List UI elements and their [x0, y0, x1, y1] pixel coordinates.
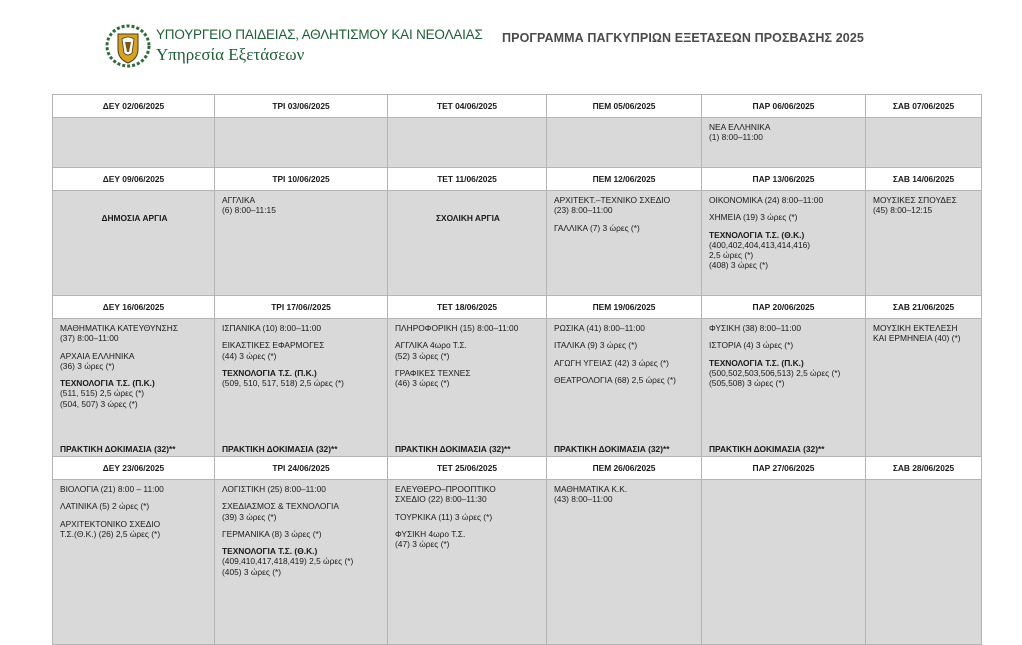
exam-entry-line: (36) 3 ώρες (*) — [60, 360, 115, 371]
exam-day-cell — [53, 118, 215, 168]
exam-entry-line: ΣΧΕΔΙΟ (22) 8:00–11:30 — [395, 494, 487, 505]
exam-entry-line: ΤΕΧΝΟΛΟΓΙΑ Τ.Σ. (Π.Κ.) — [60, 378, 155, 389]
exam-entry — [709, 340, 860, 350]
exam-entry-line: ΡΩΣΙΚΑ (41) 8:00–11:00 — [554, 323, 645, 333]
exam-entry — [709, 195, 860, 205]
exam-entry-line: (400,402,404,413,414,416) — [709, 239, 811, 250]
exam-entry — [222, 195, 382, 216]
day-header: ΣΑΒ 28/06/2025 — [866, 457, 982, 480]
day-header: ΠΕΜ 12/06/2025 — [547, 168, 702, 191]
day-header: ΤΕΤ 25/06/2025 — [388, 457, 547, 480]
exam-entry — [709, 122, 860, 143]
exam-day-cell — [866, 319, 982, 457]
exam-entry — [554, 340, 696, 350]
exam-entry-line: (6) 8:00–11:15 — [222, 205, 276, 216]
exam-day-cell — [53, 191, 215, 296]
exam-entry-line: ΤΕΧΝΟΛΟΓΙΑ Τ.Σ. (Π.Κ.) — [709, 357, 804, 368]
day-header: ΤΡΙ 24/06/2025 — [215, 457, 388, 480]
exam-entry-line: (52) 3 ώρες (*) — [395, 350, 450, 361]
exam-entry — [395, 368, 541, 389]
exam-entry-line: (504, 507) 3 ώρες (*) — [60, 398, 138, 409]
document-title: ΠΡΟΓΡΑΜΜΑ ΠΑΓΚΥΠΡΙΩΝ ΕΞΕΤΑΣΕΩΝ ΠΡΟΣΒΑΣΗΣ 2025 — [502, 31, 864, 45]
exam-entry-line: ΑΓΓΛΙΚΑ 4ωρο Τ.Σ. — [395, 340, 467, 351]
practical-exam-note: ΠΡΑΚΤΙΚΗ ΔΟΚΙΜΑΣΙΑ (32)** — [222, 443, 338, 454]
week-day-header-row — [53, 296, 982, 319]
exam-entry-line: ΤΟΥΡΚΙΚΑ (11) 3 ώρες (*) — [395, 511, 493, 522]
day-header: ΔΕΥ 23/06/2025 — [53, 457, 215, 480]
exam-day-cell — [53, 480, 215, 645]
exam-day-cell — [388, 319, 547, 457]
exam-entry-line: ΑΡΧΙΤΕΚΤΟΝΙΚΟ ΣΧΕΔΙΟ — [60, 518, 161, 529]
exam-day-cell — [866, 480, 982, 645]
exam-entry-line: ΟΙΚΟΝΟΜΙΚΑ (24) 8:00–11:00 — [709, 195, 824, 205]
exam-day-cell — [547, 118, 702, 168]
week-exams-row — [53, 319, 982, 457]
exam-entry-line: (405) 3 ώρες (*) — [222, 566, 282, 577]
exam-entry — [222, 529, 382, 539]
day-header: ΠΑΡ 06/06/2025 — [702, 95, 866, 118]
exam-entry-line: ΣΧΕΔΙΑΣΜΟΣ & ΤΕΧΝΟΛΟΓΙΑ — [222, 501, 339, 512]
day-header: ΠΕΜ 26/06/2025 — [547, 457, 702, 480]
exam-day-cell — [388, 191, 547, 296]
practical-exam-note: ΠΡΑΚΤΙΚΗ ΔΟΚΙΜΑΣΙΑ (32)** — [554, 443, 670, 454]
exam-entry-line: (408) 3 ώρες (*) — [709, 260, 769, 271]
practical-exam-note: ΠΡΑΚΤΙΚΗ ΔΟΚΙΜΑΣΙΑ (32)** — [395, 443, 511, 454]
exam-entry-line: ΝΕΑ ΕΛΛΗΝΙΚΑ — [709, 122, 771, 132]
exam-entry-line: (500,502,503,506,513) 2,5 ώρες (*) — [709, 367, 841, 378]
exam-entry-line: (44) 3 ώρες (*) — [222, 350, 277, 361]
exam-entry — [554, 484, 696, 505]
exam-entry — [554, 375, 696, 385]
practical-exam-note: ΠΡΑΚΤΙΚΗ ΔΟΚΙΜΑΣΙΑ (32)** — [60, 443, 176, 454]
exam-entry-line: ΛΑΤΙΝΙΚΑ (5) 2 ώρες (*) — [60, 501, 150, 512]
exam-entry — [709, 358, 860, 389]
exam-entry-line: ΜΑΘΗΜΑΤΙΚΑ ΚΑΤΕΥΘΥΝΣΗΣ — [60, 323, 179, 333]
exam-entry — [60, 351, 209, 372]
exam-entry-line: ΜΑΘΗΜΑΤΙΚΑ Κ.Κ. — [554, 484, 628, 494]
exam-entry — [554, 223, 696, 233]
day-header: ΠΕΜ 05/06/2025 — [547, 95, 702, 118]
exam-entry-line: (47) 3 ώρες (*) — [395, 539, 450, 550]
exam-entry-line: ΛΟΓΙΣΤΙΚΗ (25) 8:00–11:00 — [222, 484, 326, 494]
ministry-name: ΥΠΟΥΡΓΕΙΟ ΠΑΙΔΕΙΑΣ, ΑΘΛΗΤΙΣΜΟΥ ΚΑΙ ΝΕΟΛΑΙΑΣ — [156, 27, 483, 42]
exam-entry-line: (509, 510, 517, 518) 2,5 ώρες (*) — [222, 378, 344, 389]
exam-entry-line: ΚΑΙ ΕΡΜΗΝΕΙΑ (40) (*) — [873, 333, 961, 344]
day-header: ΤΕΤ 18/06/2025 — [388, 296, 547, 319]
exam-entry — [60, 501, 209, 511]
cyprus-emblem-icon — [104, 23, 152, 69]
exam-entry — [709, 323, 860, 333]
exam-day-cell — [702, 319, 866, 457]
day-header: ΠΑΡ 13/06/2025 — [702, 168, 866, 191]
exam-entry-line: ΑΓΩΓΗ ΥΓΕΙΑΣ (42) 3 ώρες (*) — [554, 357, 669, 368]
exam-entry-line: ΤΕΧΝΟΛΟΓΙΑ Τ.Σ. (Π.Κ.) — [222, 367, 317, 378]
exam-day-cell — [702, 480, 866, 645]
holiday-note: ΔΗΜΟΣΙΑ ΑΡΓΙΑ — [101, 213, 168, 223]
day-header: ΔΕΥ 09/06/2025 — [53, 168, 215, 191]
exam-entry — [873, 195, 976, 216]
holiday-note: ΣΧΟΛΙΚΗ ΑΡΓΙΑ — [436, 213, 500, 223]
week-day-header-row — [53, 168, 982, 191]
exam-entry-line: ΙΣΠΑΝΙΚΑ (10) 8:00–11:00 — [222, 323, 322, 333]
exam-entry-line: ΦΥΣΙΚΗ 4ωρο Τ.Σ. — [395, 528, 466, 539]
exam-entry — [222, 368, 382, 389]
exam-entry-line: (505,508) 3 ώρες (*) — [709, 378, 785, 389]
exam-day-cell — [388, 118, 547, 168]
exam-entry — [222, 484, 382, 494]
exam-entry-line: ΙΤΑΛΙΚΑ (9) 3 ώρες (*) — [554, 340, 638, 351]
exam-entry — [709, 212, 860, 222]
exam-day-cell — [547, 480, 702, 645]
exam-entry-line: ΑΡΧΙΤΕΚΤ.–ΤΕΧΝΙΚΟ ΣΧΕΔΙΟ — [554, 195, 671, 205]
exam-entry — [554, 195, 696, 216]
exam-entry — [395, 512, 541, 522]
exam-entry-line: Τ.Σ.(Θ.Κ.) (26) 2,5 ώρες (*) — [60, 528, 161, 539]
exam-entry — [873, 323, 976, 344]
exam-day-cell — [547, 191, 702, 296]
exam-day-cell — [53, 319, 215, 457]
week-day-header-row — [53, 457, 982, 480]
exam-entry — [222, 546, 382, 577]
exam-entry — [395, 323, 541, 333]
exam-entry — [395, 484, 541, 505]
exam-entry-line: ΕΛΕΥΘΕΡΟ–ΠΡΟΟΠΤΙΚΟ — [395, 484, 496, 494]
week-day-header-row — [53, 95, 982, 118]
exam-entry — [60, 323, 209, 344]
exam-day-cell — [388, 480, 547, 645]
exam-day-cell — [866, 191, 982, 296]
week-exams-row — [53, 191, 982, 296]
exam-entry-line: ΑΡΧΑΙΑ ΕΛΛΗΝΙΚΑ — [60, 350, 135, 361]
day-header: ΠΑΡ 20/06/2025 — [702, 296, 866, 319]
day-header: ΤΡΙ 17/06//2025 — [215, 296, 388, 319]
exam-day-cell — [866, 118, 982, 168]
day-header: ΠΑΡ 27/06/2025 — [702, 457, 866, 480]
day-header: ΣΑΒ 07/06/2025 — [866, 95, 982, 118]
exam-entry-line: (43) 8:00–11:00 — [554, 494, 613, 505]
exam-entry-line: (511, 515) 2,5 ώρες (*) — [60, 388, 145, 399]
exam-entry — [709, 230, 860, 271]
exam-entry — [395, 529, 541, 550]
exam-entry-line: (46) 3 ώρες (*) — [395, 378, 450, 389]
exam-day-cell — [702, 191, 866, 296]
exam-entry — [60, 519, 209, 540]
day-header: ΣΑΒ 14/06/2025 — [866, 168, 982, 191]
exam-entry-line: ΜΟΥΣΙΚΗ ΕΚΤΕΛΕΣΗ — [873, 323, 958, 333]
exam-entry — [554, 323, 696, 333]
exam-entry-line: ΕΙΚΑΣΤΙΚΕΣ ΕΦΑΡΜΟΓΕΣ — [222, 340, 325, 351]
exam-entry-line: ΓΑΛΛΙΚΑ (7) 3 ώρες (*) — [554, 222, 640, 233]
exam-day-cell — [215, 480, 388, 645]
day-header: ΤΕΤ 04/06/2025 — [388, 95, 547, 118]
exam-entry — [222, 323, 382, 333]
exam-day-cell — [215, 319, 388, 457]
day-header: ΣΑΒ 21/06/2025 — [866, 296, 982, 319]
day-header: ΤΡΙ 10/06/2025 — [215, 168, 388, 191]
exam-day-cell — [215, 191, 388, 296]
exam-entry — [395, 340, 541, 361]
exam-day-cell — [547, 319, 702, 457]
practical-exam-note: ΠΡΑΚΤΙΚΗ ΔΟΚΙΜΑΣΙΑ (32)** — [709, 443, 825, 454]
exam-entry-line: ΘΕΑΤΡΟΛΟΓΙΑ (68) 2,5 ώρες (*) — [554, 374, 676, 385]
week-exams-row — [53, 480, 982, 645]
exam-entry-line: ΓΕΡΜΑΝΙΚΑ (8) 3 ώρες (*) — [222, 528, 322, 539]
day-header: ΔΕΥ 02/06/2025 — [53, 95, 215, 118]
day-header: ΠΕΜ 19/06/2025 — [547, 296, 702, 319]
exam-entry — [222, 340, 382, 361]
exam-entry-line: ΤΕΧΝΟΛΟΓΙΑ Τ.Σ. (Θ.Κ.) — [709, 229, 805, 240]
exam-entry-line: ΦΥΣΙΚΗ (38) 8:00–11:00 — [709, 323, 801, 333]
exam-entry-line: (409,410,417,418,419) 2,5 ώρες (*) — [222, 556, 354, 567]
exam-entry-line: (1) 8:00–11:00 — [709, 132, 763, 143]
exam-entry-line: (39) 3 ώρες (*) — [222, 511, 277, 522]
exam-entry-line: ΙΣΤΟΡΙΑ (4) 3 ώρες (*) — [709, 340, 794, 351]
exam-entry-line: ΠΛΗΡΟΦΟΡΙΚΗ (15) 8:00–11:00 — [395, 323, 519, 333]
exam-entry-line: ΑΓΓΛΙΚΑ — [222, 195, 256, 205]
exam-entry-line: ΧΗΜΕΙΑ (19) 3 ώρες (*) — [709, 212, 798, 223]
exam-entry-line: (23) 8:00–11:00 — [554, 205, 613, 216]
exam-entry-line: ΒΙΟΛΟΓΙΑ (21) 8:00 – 11:00 — [60, 484, 164, 494]
exam-entry — [60, 378, 209, 409]
day-header: ΤΡΙ 03/06/2025 — [215, 95, 388, 118]
exam-entry — [222, 501, 382, 522]
exam-entry — [60, 484, 209, 494]
exam-schedule-table — [52, 94, 982, 645]
exam-entry — [554, 358, 696, 368]
week-exams-row — [53, 118, 982, 168]
exam-day-cell — [702, 118, 866, 168]
day-header: ΔΕΥ 16/06/2025 — [53, 296, 215, 319]
exam-entry-line: (37) 8:00–11:00 — [60, 333, 119, 344]
exam-entry-line: ΓΡΑΦΙΚΕΣ ΤΕΧΝΕΣ — [395, 367, 471, 378]
document-header — [0, 0, 1022, 90]
exam-day-cell — [215, 118, 388, 168]
exam-entry-line: (45) 8:00–12:15 — [873, 205, 933, 216]
exam-entry-line: ΜΟΥΣΙΚΕΣ ΣΠΟΥΔΕΣ — [873, 195, 957, 205]
service-name: Υπηρεσία Εξετάσεων — [156, 45, 305, 64]
exam-entry-line: ΤΕΧΝΟΛΟΓΙΑ Τ.Σ. (Θ.Κ.) — [222, 546, 318, 557]
exam-entry-line: 2,5 ώρες (*) — [709, 250, 754, 261]
day-header: ΤΕΤ 11/06/2025 — [388, 168, 547, 191]
